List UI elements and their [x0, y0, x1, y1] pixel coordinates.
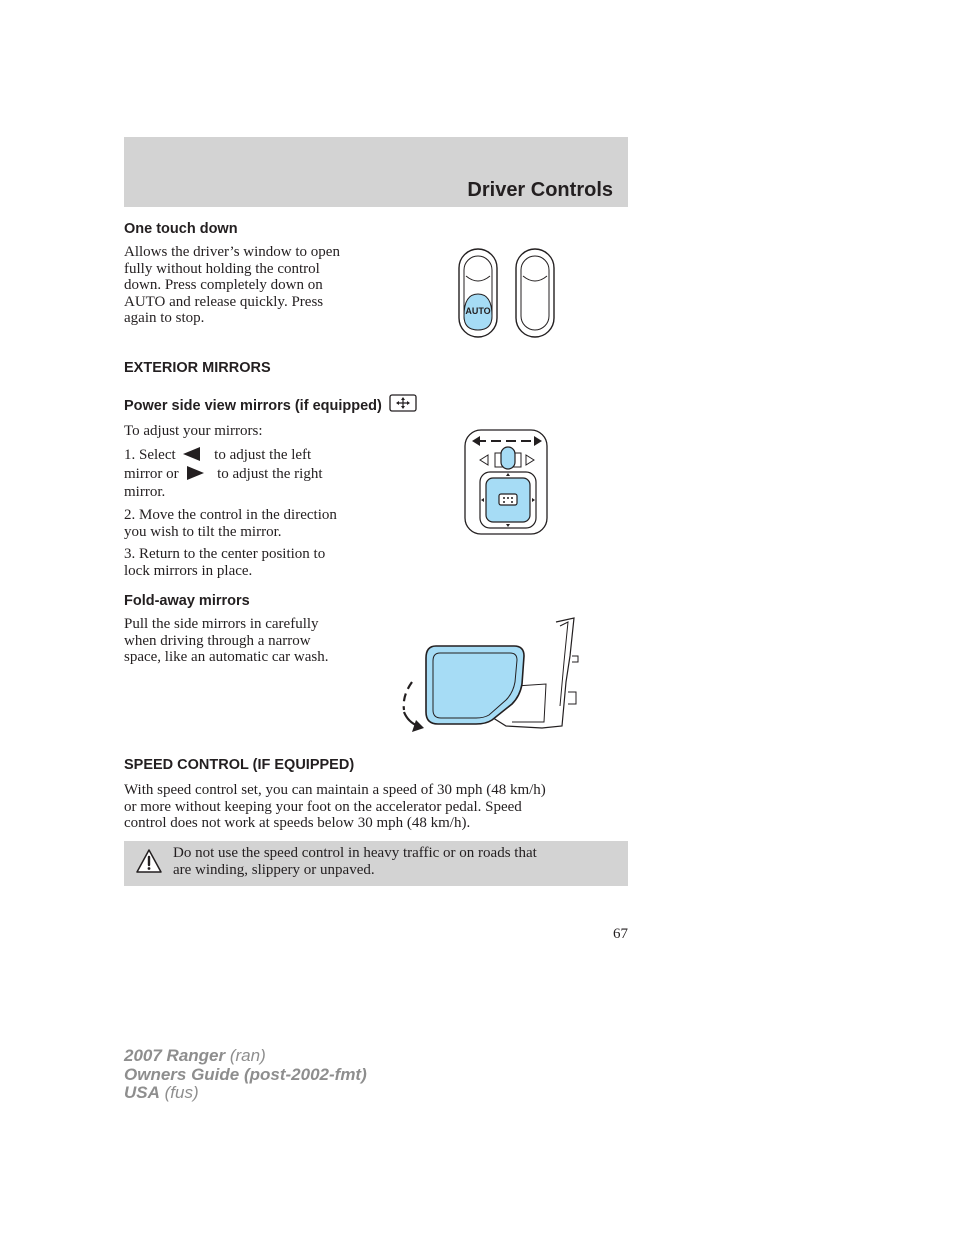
power-mirrors-heading: Power side view mirrors (if equipped)	[124, 398, 382, 414]
step2	[124, 507, 424, 540]
footer-line-1	[124, 1047, 367, 1066]
page-number: 67	[613, 926, 628, 942]
warning-triangle-icon	[135, 848, 163, 874]
body-line: 2. Move the control in the direction	[124, 507, 337, 523]
chapter-title: Driver Controls	[467, 179, 613, 201]
fold-away-mirror-illustration	[396, 616, 582, 734]
body-line: 3. Return to the center position to	[124, 546, 326, 562]
step1-text-d: to adjust the right	[217, 466, 323, 482]
body-line: or more without keeping your foot on the accelerator pedal. Speed	[124, 798, 522, 815]
footer-line-2	[124, 1066, 367, 1085]
footer-guide: Owners Guide (post-2002-fmt)	[124, 1064, 367, 1084]
footer-market: USA	[124, 1083, 160, 1102]
body-line: when driving through a narrow	[124, 632, 311, 649]
document-footer	[124, 1047, 367, 1103]
window-switch-illustration	[455, 246, 560, 341]
body-line: control does not work at speeds below 30 mph (48 km/h).	[124, 815, 471, 831]
step3	[124, 546, 424, 579]
body-line: are winding, slippery or unpaved.	[173, 861, 375, 878]
body-line: you wish to tilt the mirror.	[124, 523, 282, 540]
body-line: down. Press completely down on	[124, 277, 323, 293]
speed-control-heading: SPEED CONTROL (IF EQUIPPED)	[124, 757, 355, 773]
step1-text-c: mirror or	[124, 466, 179, 482]
right-triangle-icon	[185, 465, 205, 481]
step1-line2	[124, 466, 322, 483]
fold-away-heading: Fold-away mirrors	[124, 593, 250, 609]
speed-control-body	[124, 782, 624, 832]
power-mirrors-heading-row	[124, 398, 419, 414]
chapter-header-band	[124, 137, 628, 207]
footer-line-3	[124, 1084, 367, 1103]
body-line: fully without holding the control	[124, 260, 320, 277]
warning-box	[124, 841, 628, 886]
step1-text-b: to adjust the left	[214, 447, 312, 463]
auto-label: AUTO	[465, 306, 491, 316]
footer-model: 2007 Ranger	[124, 1046, 226, 1065]
mirror-control-illustration	[462, 428, 552, 538]
body-line: With speed control set, you can maintain a speed of 30 mph (48 km/h)	[124, 782, 546, 798]
body-line: Do not use the speed control in heavy traffic or on roads that	[173, 845, 537, 861]
body-line: space, like an automatic car wash.	[124, 649, 329, 665]
body-line: again to stop.	[124, 310, 205, 326]
one-touch-body	[124, 244, 424, 327]
exterior-mirrors-heading: EXTERIOR MIRRORS	[124, 360, 271, 376]
body-line: lock mirrors in place.	[124, 562, 253, 579]
footer-market-code: (fus)	[159, 1083, 199, 1102]
step1-line1	[124, 447, 311, 464]
left-triangle-icon	[182, 446, 202, 462]
body-line: Pull the side mirrors in carefully	[124, 616, 319, 632]
body-line: AUTO and release quickly. Press	[124, 293, 324, 310]
footer-model-code: (ran)	[225, 1046, 266, 1065]
step1-text-e: mirror.	[124, 484, 166, 500]
step1-text-a: 1. Select	[124, 447, 176, 463]
warning-text	[173, 845, 613, 878]
body-line: Allows the driver’s window to open	[124, 244, 340, 260]
mirror-control-icon	[389, 394, 419, 414]
power-mirrors-intro: To adjust your mirrors:	[124, 423, 263, 439]
one-touch-heading: One touch down	[124, 221, 238, 237]
fold-away-body	[124, 616, 424, 666]
